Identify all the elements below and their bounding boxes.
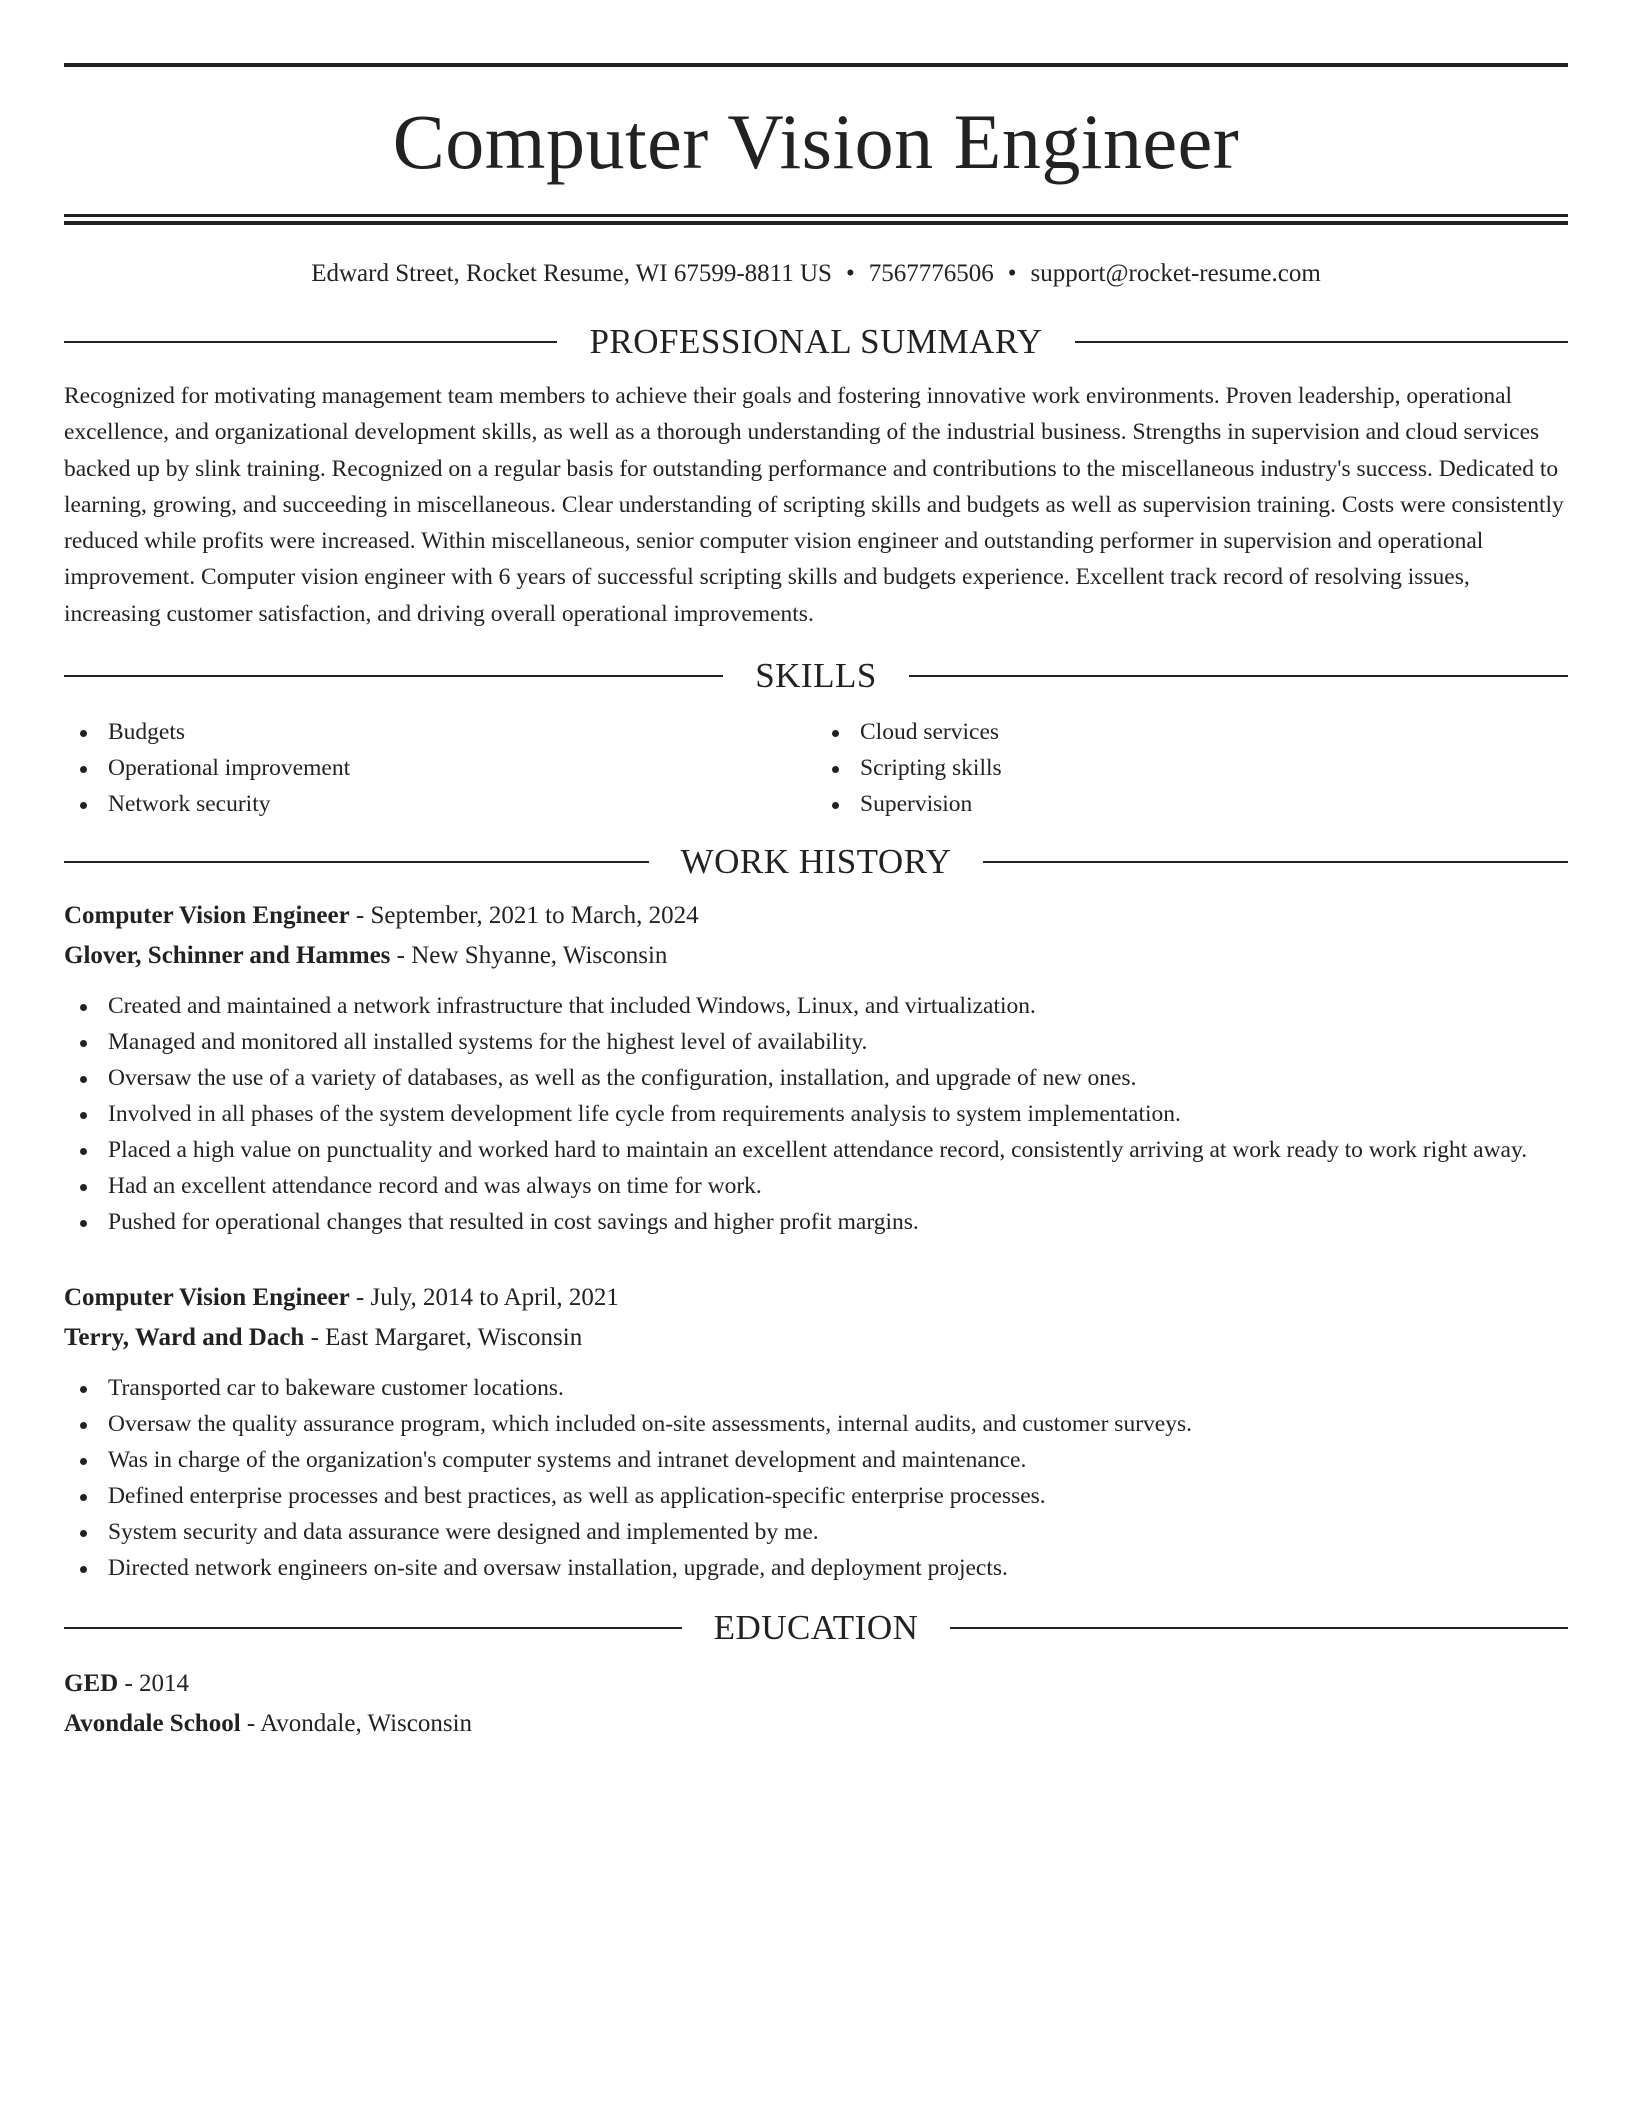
duty-item: Directed network engineers on-site and oversaw installation, upgrade, and deployment projects.: [64, 1550, 1568, 1586]
school-name: Avondale School: [64, 1710, 241, 1738]
job-duties: [64, 1370, 1568, 1586]
job-company-line: [64, 1318, 1568, 1358]
heading-rule: [64, 861, 649, 863]
skill-item: Cloud services: [816, 714, 1568, 750]
heading-rule: [950, 1627, 1568, 1629]
duty-item: Placed a high value on punctuality and worked hard to maintain an excellent attendance record, consistently arriving at work ready to work right away.: [64, 1132, 1568, 1168]
work-history-heading: [64, 840, 1568, 884]
title-double-rule: [64, 214, 1568, 225]
email-link[interactable]: support@rocket-resume.com: [1030, 260, 1321, 287]
heading-rule: [909, 675, 1568, 677]
duty-item: Oversaw the quality assurance program, which included on-site assessments, internal audits, and customer surveys.: [64, 1406, 1568, 1442]
skills-column-right: [816, 714, 1568, 822]
resume-page: [64, 63, 1568, 1744]
company-location: - East Margaret, Wisconsin: [304, 1324, 583, 1352]
duty-item: Pushed for operational changes that resulted in cost savings and higher profit margins.: [64, 1204, 1568, 1240]
duty-item: System security and data assurance were designed and implemented by me.: [64, 1514, 1568, 1550]
section-title: WORK HISTORY: [680, 842, 952, 882]
company-name: Glover, Schinner and Hammes: [64, 942, 391, 970]
job-duties: [64, 988, 1568, 1240]
duty-item: Had an excellent attendance record and was always on time for work.: [64, 1168, 1568, 1204]
job-dates: - September, 2021 to March, 2024: [349, 902, 699, 930]
heading-rule: [983, 861, 1568, 863]
skills-heading: [64, 654, 1568, 698]
section-title: EDUCATION: [713, 1608, 919, 1648]
heading-rule: [64, 675, 723, 677]
address: Edward Street, Rocket Resume, WI 67599-8811 US: [311, 260, 832, 287]
job-entry: [64, 896, 1568, 1240]
duty-item: Transported car to bakeware customer locations.: [64, 1370, 1568, 1406]
separator-dot: •: [1007, 260, 1017, 287]
skill-item: Supervision: [816, 786, 1568, 822]
degree: GED: [64, 1670, 119, 1698]
skill-item: Budgets: [64, 714, 816, 750]
separator-dot: •: [845, 260, 855, 287]
duty-item: Was in charge of the organization's computer systems and intranet development and maintenance.: [64, 1442, 1568, 1478]
summary-heading: [64, 320, 1568, 364]
phone: 7567776506: [868, 260, 994, 287]
section-title: PROFESSIONAL SUMMARY: [589, 322, 1043, 361]
job-title-line: [64, 896, 1568, 936]
school-line: [64, 1704, 1568, 1744]
graduation-year: - 2014: [118, 1670, 190, 1698]
degree-line: [64, 1664, 1568, 1704]
duty-item: Oversaw the use of a variety of databases, as well as the configuration, installation, and upgrade of new ones.: [64, 1060, 1568, 1096]
duty-item: Managed and monitored all installed systems for the highest level of availability.: [64, 1024, 1568, 1060]
heading-rule: [64, 1627, 682, 1629]
job-title-line: [64, 1278, 1568, 1318]
job-title: Computer Vision Engineer: [64, 902, 350, 930]
education-entry: [64, 1664, 1568, 1744]
company-name: Terry, Ward and Dach: [64, 1324, 305, 1352]
school-location: - Avondale, Wisconsin: [240, 1710, 473, 1738]
company-location: - New Shyanne, Wisconsin: [390, 942, 668, 970]
job-entry: [64, 1278, 1568, 1586]
resume-title: Computer Vision Engineer: [392, 98, 1240, 185]
job-company-line: [64, 936, 1568, 976]
top-rule: [64, 63, 1568, 67]
summary-text: Recognized for motivating management team members to achieve their goals and fostering innovative work environments. Proven leadership, operational excellence, and organizational development skills, as well as a thorough understanding of the industrial business. Strengths in supervision and cloud services backed up by slink training. Recognized on a regular basis for outstanding performance and contributions to the miscellaneous industry's success. Dedicated to learning, growing, and succeeding in miscellaneous. Clear understanding of scripting skills and budgets as well as supervision training. Costs were consistently reduced while profits were increased. Within miscellaneous, senior computer vision engineer and outstanding performer in supervision and operational improvement. Computer vision engineer with 6 years of successful scripting skills and budgets experience. Excellent track record of resolving issues, increasing customer satisfaction, and driving overall operational improvements.: [64, 383, 1564, 627]
skill-item: Network security: [64, 786, 816, 822]
duty-item: Involved in all phases of the system development life cycle from requirements analysis to system implementation.: [64, 1096, 1568, 1132]
skill-item: Operational improvement: [64, 750, 816, 786]
education-heading: [64, 1606, 1568, 1650]
duty-item: Defined enterprise processes and best practices, as well as application-specific enterprise processes.: [64, 1478, 1568, 1514]
skills-column-left: [64, 714, 816, 822]
heading-rule: [64, 341, 557, 343]
skill-item: Scripting skills: [816, 750, 1568, 786]
contact-line: [64, 258, 1568, 290]
job-title: Computer Vision Engineer: [64, 1284, 350, 1312]
skills-list: [64, 714, 1568, 822]
section-title: SKILLS: [755, 656, 877, 696]
job-dates: - July, 2014 to April, 2021: [349, 1284, 619, 1312]
heading-rule: [1075, 341, 1568, 343]
duty-item: Created and maintained a network infrastructure that included Windows, Linux, and virtualization.: [64, 988, 1568, 1024]
